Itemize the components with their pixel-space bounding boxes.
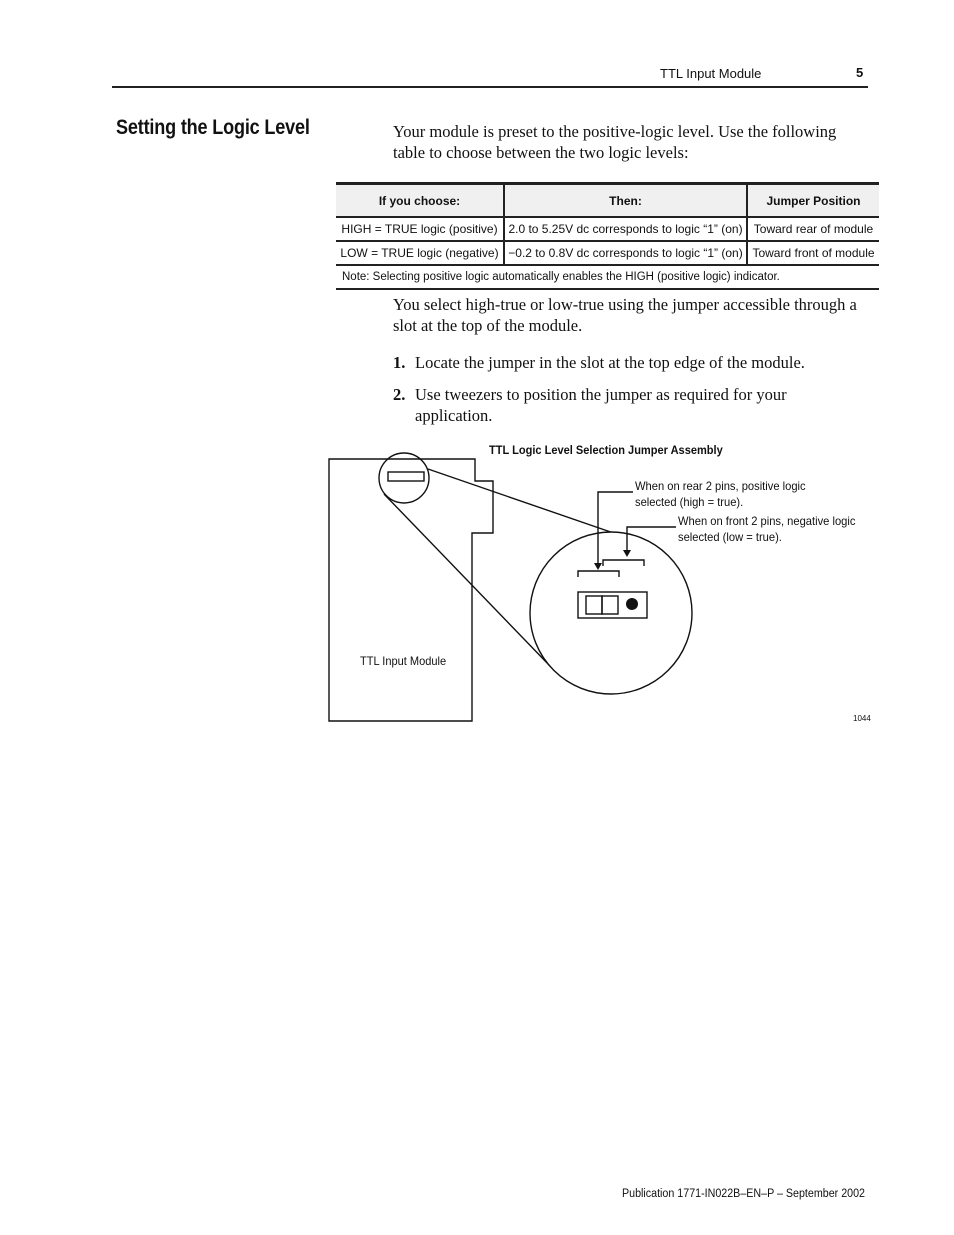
slot-detail-circle [379, 453, 429, 503]
figure-number: 1044 [853, 714, 871, 723]
page-number: 5 [856, 65, 864, 80]
table-header-cell: Jumper Position [747, 184, 879, 218]
module-label: TTL Input Module [360, 654, 447, 668]
step-number: 2. [393, 385, 406, 404]
callout-front-pins: When on front 2 pins, negative logic selected (low = true). [678, 514, 856, 544]
jumper-slot [388, 472, 424, 481]
table-header-cell: Then: [504, 184, 747, 218]
table-cell: LOW = TRUE logic (negative) [336, 241, 504, 265]
publication-footer: Publication 1771-IN022B–EN–P – September 2002 [622, 1188, 865, 1200]
callout-rear-pins: When on rear 2 pins, positive logic selected (high = true). [635, 479, 806, 509]
jumper-pin-dot [626, 598, 638, 610]
table-header-cell: If you choose: [336, 184, 504, 218]
section-title: Setting the Logic Level [116, 116, 310, 139]
table-cell: HIGH = TRUE logic (positive) [336, 217, 504, 241]
magnified-view-circle [530, 532, 692, 694]
magnifier-line [384, 494, 550, 666]
step-text: Use tweezers to position the jumper as required for your application. [415, 385, 787, 425]
step-text: Locate the jumper in the slot at the top edge of the module. [415, 353, 805, 372]
table-cell: −0.2 to 0.8V dc corresponds to logic “1” (on) [504, 241, 747, 265]
table-cell: Toward rear of module [747, 217, 879, 241]
step-number: 1. [393, 353, 406, 372]
table-cell: 2.0 to 5.25V dc corresponds to logic “1” (on) [504, 217, 747, 241]
module-outline [329, 459, 493, 721]
header-title: TTL Input Module [660, 66, 762, 81]
intro-paragraph: Your module is preset to the positive-logic level. Use the following table to choose between the two logic levels: [393, 122, 837, 162]
table-note: Note: Selecting positive logic automatically enables the HIGH (positive logic) indicator. [336, 265, 879, 289]
figure-title: TTL Logic Level Selection Jumper Assembly [489, 443, 723, 457]
jumper-paragraph: You select high-true or low-true using the jumper accessible through a slot at the top of the module. [393, 295, 857, 335]
table-cell: Toward front of module [747, 241, 879, 265]
